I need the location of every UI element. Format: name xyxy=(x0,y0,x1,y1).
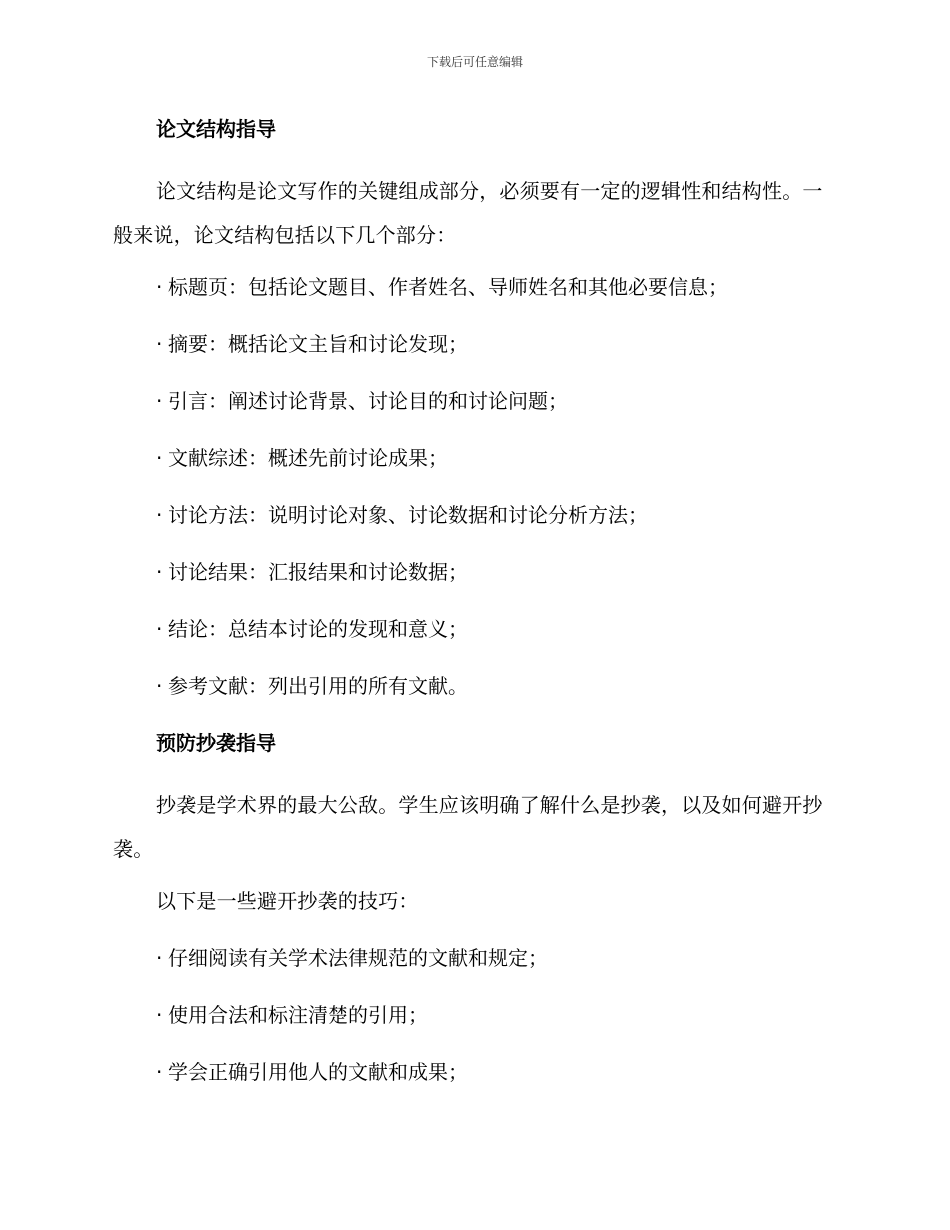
list-item xyxy=(113,998,838,1032)
bullet-icon: · xyxy=(156,560,163,584)
list-item-text: 讨论结果：汇报结果和讨论数据； xyxy=(168,560,468,584)
document-body xyxy=(113,112,838,1112)
paragraph-plagiarism-lead: 以下是一些避开抄袭的技巧： xyxy=(156,889,419,913)
list-item-text: 参考文献：列出引用的所有文献。 xyxy=(168,674,468,698)
list-item-text: 标题页：包括论文题目、作者姓名、导师姓名和其他必要信息； xyxy=(168,275,728,299)
list-item xyxy=(113,384,838,418)
list-item xyxy=(113,441,838,475)
bullet-icon: · xyxy=(156,275,163,299)
list-item-text: 结论：总结本讨论的发现和意义； xyxy=(168,617,468,641)
header-note: 下载后可任意编辑 xyxy=(426,55,523,69)
list-item xyxy=(113,270,838,304)
list-item-text: 文献综述：概述先前讨论成果； xyxy=(168,446,448,470)
paragraph-structure-intro: 论文结构是论文写作的关键组成部分，必须要有一定的逻辑性和结构性。一般来说，论文结构包括以下几个部分： xyxy=(113,179,823,247)
list-item xyxy=(113,941,838,975)
bullet-icon: · xyxy=(156,332,163,356)
list-item xyxy=(113,612,838,646)
list-item-text: 使用合法和标注清楚的引用； xyxy=(168,1003,428,1027)
list-item-text: 摘要：概括论文主旨和讨论发现； xyxy=(168,332,468,356)
paragraph-plagiarism-intro: 抄袭是学术界的最大公敌。学生应该明确了解什么是抄袭，以及如何避开抄袭。 xyxy=(113,793,823,861)
list-item xyxy=(113,669,838,703)
list-item-text: 学会正确引用他人的文献和成果； xyxy=(168,1060,468,1084)
list-item-text: 讨论方法：说明讨论对象、讨论数据和讨论分析方法； xyxy=(168,503,648,527)
section-heading-plagiarism: 预防抄袭指导 xyxy=(156,731,276,755)
list-item xyxy=(113,1055,838,1089)
bullet-icon: · xyxy=(156,446,163,470)
bullet-icon: · xyxy=(156,389,163,413)
list-item xyxy=(113,327,838,361)
section-heading-structure: 论文结构指导 xyxy=(156,117,276,141)
bullet-icon: · xyxy=(156,1060,163,1084)
bullet-icon: · xyxy=(156,617,163,641)
list-item-text: 仔细阅读有关学术法律规范的文献和规定； xyxy=(168,946,548,970)
list-item xyxy=(113,555,838,589)
list-item-text: 引言：阐述讨论背景、讨论目的和讨论问题； xyxy=(168,389,568,413)
bullet-icon: · xyxy=(156,946,163,970)
bullet-icon: · xyxy=(156,503,163,527)
bullet-icon: · xyxy=(156,1003,163,1027)
list-item xyxy=(113,498,838,532)
bullet-icon: · xyxy=(156,674,163,698)
